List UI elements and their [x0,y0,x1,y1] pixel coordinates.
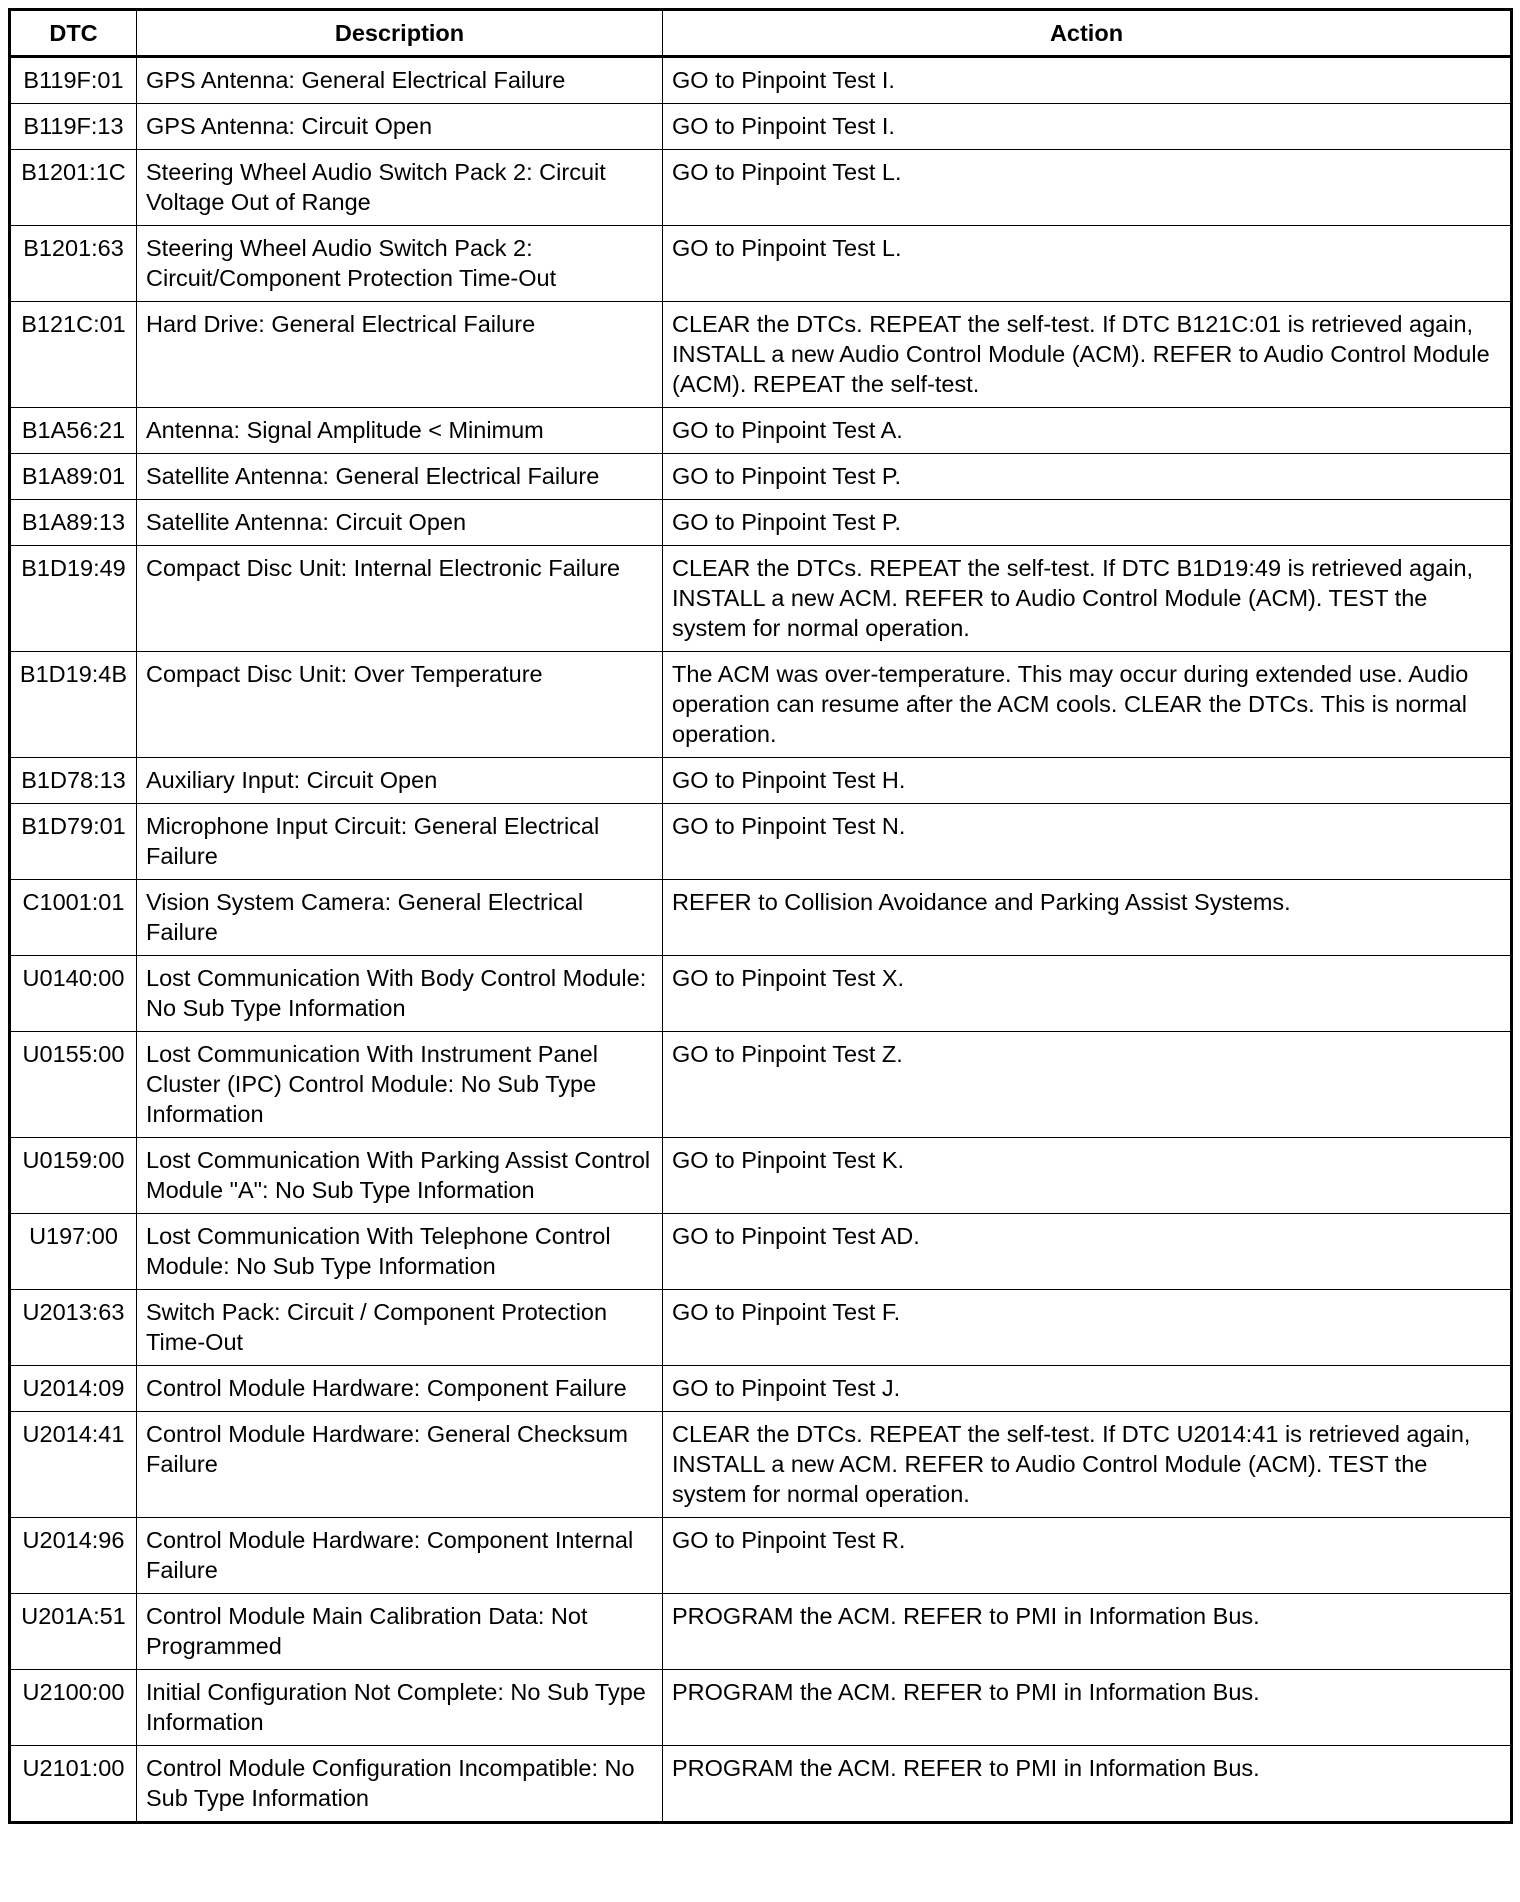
table-row [10,1594,1512,1670]
table-row [10,546,1512,652]
dtc-code-cell: B1201:63 [10,226,137,302]
action-cell: GO to Pinpoint Test P. [663,500,1512,546]
dtc-code-cell: U2100:00 [10,1670,137,1746]
action-cell: CLEAR the DTCs. REPEAT the self-test. If DTC U2014:41 is retrieved again, INSTALL a new ACM. REFER to Audio Control Module (ACM). TEST the system for normal operation. [663,1412,1512,1518]
action-cell: CLEAR the DTCs. REPEAT the self-test. If DTC B1D19:49 is retrieved again, INSTALL a new ACM. REFER to Audio Control Module (ACM). TEST the system for normal operation. [663,546,1512,652]
table-row [10,408,1512,454]
action-cell: GO to Pinpoint Test A. [663,408,1512,454]
table-row [10,454,1512,500]
dtc-code-cell: U0159:00 [10,1138,137,1214]
action-cell: GO to Pinpoint Test L. [663,150,1512,226]
description-cell: Lost Communication With Telephone Control Module: No Sub Type Information [137,1214,663,1290]
dtc-code-cell: B1D19:4B [10,652,137,758]
dtc-table-container [8,8,1513,1824]
header-description: Description [137,10,663,57]
action-cell: GO to Pinpoint Test X. [663,956,1512,1032]
table-row [10,1290,1512,1366]
description-cell: GPS Antenna: General Electrical Failure [137,57,663,104]
description-cell: GPS Antenna: Circuit Open [137,104,663,150]
dtc-code-cell: B119F:13 [10,104,137,150]
action-cell: PROGRAM the ACM. REFER to PMI in Information Bus. [663,1594,1512,1670]
dtc-code-cell: U0155:00 [10,1032,137,1138]
dtc-code-cell: B1201:1C [10,150,137,226]
description-cell: Compact Disc Unit: Over Temperature [137,652,663,758]
dtc-code-cell: B119F:01 [10,57,137,104]
dtc-code-cell: U2013:63 [10,1290,137,1366]
action-cell: GO to Pinpoint Test Z. [663,1032,1512,1138]
action-cell: GO to Pinpoint Test AD. [663,1214,1512,1290]
description-cell: Steering Wheel Audio Switch Pack 2: Circuit/Component Protection Time-Out [137,226,663,302]
table-row [10,1412,1512,1518]
table-row [10,1518,1512,1594]
description-cell: Control Module Hardware: General Checksum Failure [137,1412,663,1518]
action-cell: GO to Pinpoint Test F. [663,1290,1512,1366]
table-row [10,880,1512,956]
description-cell: Lost Communication With Parking Assist Control Module "A": No Sub Type Information [137,1138,663,1214]
description-cell: Lost Communication With Instrument Panel Cluster (IPC) Control Module: No Sub Type Information [137,1032,663,1138]
action-cell: GO to Pinpoint Test N. [663,804,1512,880]
action-cell: GO to Pinpoint Test L. [663,226,1512,302]
description-cell: Satellite Antenna: General Electrical Failure [137,454,663,500]
table-row [10,758,1512,804]
table-row [10,1032,1512,1138]
dtc-code-cell: U197:00 [10,1214,137,1290]
table-row [10,1138,1512,1214]
table-row [10,956,1512,1032]
description-cell: Steering Wheel Audio Switch Pack 2: Circuit Voltage Out of Range [137,150,663,226]
table-row [10,302,1512,408]
table-body [10,57,1512,1823]
table-row [10,500,1512,546]
table-row [10,226,1512,302]
description-cell: Auxiliary Input: Circuit Open [137,758,663,804]
table-header-row [10,10,1512,57]
dtc-table [8,8,1513,1824]
table-row [10,1214,1512,1290]
description-cell: Control Module Hardware: Component Failure [137,1366,663,1412]
description-cell: Compact Disc Unit: Internal Electronic Failure [137,546,663,652]
description-cell: Control Module Main Calibration Data: Not Programmed [137,1594,663,1670]
dtc-code-cell: B1D78:13 [10,758,137,804]
action-cell: REFER to Collision Avoidance and Parking Assist Systems. [663,880,1512,956]
description-cell: Hard Drive: General Electrical Failure [137,302,663,408]
action-cell: GO to Pinpoint Test I. [663,57,1512,104]
action-cell: CLEAR the DTCs. REPEAT the self-test. If DTC B121C:01 is retrieved again, INSTALL a new Audio Control Module (ACM). REFER to Audio Control Module (ACM). REPEAT the self-test. [663,302,1512,408]
dtc-code-cell: U201A:51 [10,1594,137,1670]
header-action: Action [663,10,1512,57]
dtc-code-cell: U2014:09 [10,1366,137,1412]
table-row [10,1670,1512,1746]
dtc-code-cell: B1A56:21 [10,408,137,454]
description-cell: Switch Pack: Circuit / Component Protection Time-Out [137,1290,663,1366]
description-cell: Satellite Antenna: Circuit Open [137,500,663,546]
table-row [10,57,1512,104]
action-cell: GO to Pinpoint Test I. [663,104,1512,150]
dtc-code-cell: U2014:96 [10,1518,137,1594]
action-cell: GO to Pinpoint Test K. [663,1138,1512,1214]
dtc-code-cell: U0140:00 [10,956,137,1032]
dtc-code-cell: U2101:00 [10,1746,137,1823]
action-cell: PROGRAM the ACM. REFER to PMI in Information Bus. [663,1670,1512,1746]
action-cell: PROGRAM the ACM. REFER to PMI in Information Bus. [663,1746,1512,1823]
dtc-code-cell: U2014:41 [10,1412,137,1518]
description-cell: Antenna: Signal Amplitude < Minimum [137,408,663,454]
description-cell: Control Module Hardware: Component Internal Failure [137,1518,663,1594]
action-cell: GO to Pinpoint Test H. [663,758,1512,804]
dtc-code-cell: B1D19:49 [10,546,137,652]
dtc-code-cell: B1A89:01 [10,454,137,500]
description-cell: Initial Configuration Not Complete: No Sub Type Information [137,1670,663,1746]
header-dtc: DTC [10,10,137,57]
action-cell: GO to Pinpoint Test R. [663,1518,1512,1594]
description-cell: Vision System Camera: General Electrical Failure [137,880,663,956]
table-row [10,104,1512,150]
table-row [10,150,1512,226]
action-cell: GO to Pinpoint Test J. [663,1366,1512,1412]
table-row [10,1366,1512,1412]
action-cell: GO to Pinpoint Test P. [663,454,1512,500]
description-cell: Lost Communication With Body Control Module: No Sub Type Information [137,956,663,1032]
dtc-code-cell: C1001:01 [10,880,137,956]
table-row [10,804,1512,880]
table-row [10,652,1512,758]
action-cell: The ACM was over-temperature. This may occur during extended use. Audio operation can resume after the ACM cools. CLEAR the DTCs. This is normal operation. [663,652,1512,758]
dtc-code-cell: B1D79:01 [10,804,137,880]
dtc-code-cell: B121C:01 [10,302,137,408]
table-row [10,1746,1512,1823]
description-cell: Microphone Input Circuit: General Electrical Failure [137,804,663,880]
dtc-code-cell: B1A89:13 [10,500,137,546]
description-cell: Control Module Configuration Incompatible: No Sub Type Information [137,1746,663,1823]
